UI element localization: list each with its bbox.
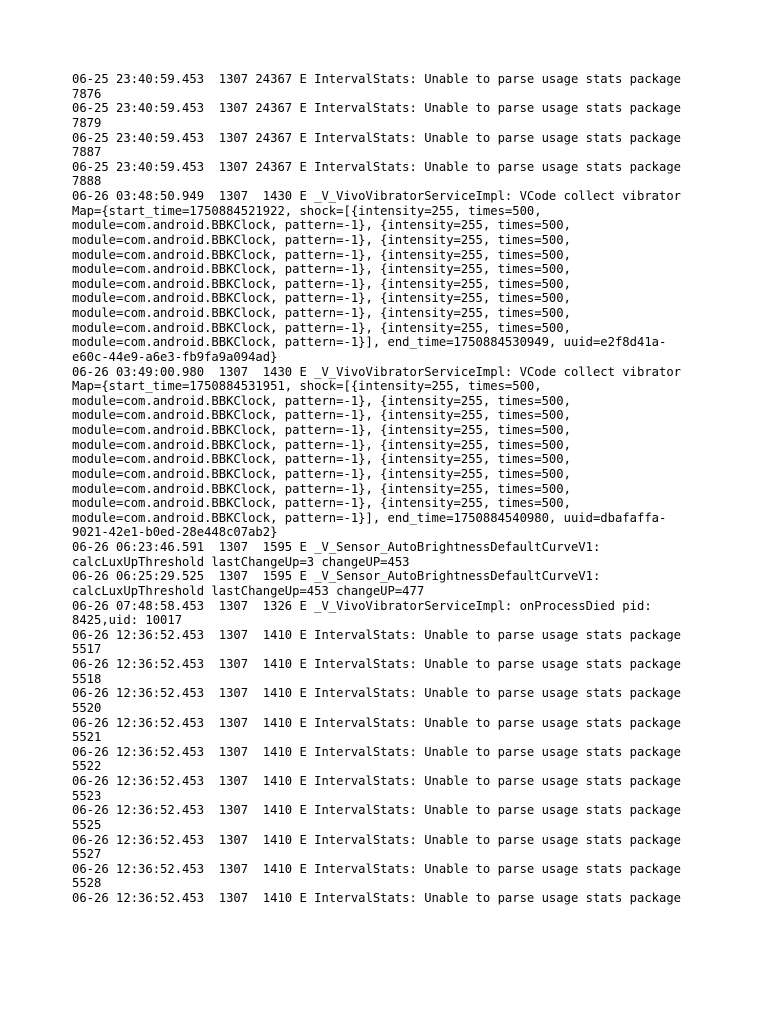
log-line: 06-26 12:36:52.453 1307 1410 E IntervalStats: Unable to parse usage stats package [72,774,682,788]
log-line: 06-26 12:36:52.453 1307 1410 E IntervalStats: Unable to parse usage stats package [72,715,682,730]
log-line: 06-26 12:36:52.453 1307 1410 E IntervalStats: Unable to parse usage stats package [72,891,682,905]
log-line: 7887 [72,145,102,160]
log-line: 06-25 23:40:59.453 1307 24367 E IntervalStats: Unable to parse usage stats package [72,159,682,174]
log-line: calcLuxUpThreshold lastChangeUp=453 changeUP=477 [72,583,425,598]
log-line: module=com.android.BBKClock, pattern=-1}, {intensity=255, times=500, [72,496,571,511]
log-line: 06-26 03:49:00.980 1307 1430 E _V_VivoVibratorServiceImpl: VCode collect vibrator [72,364,682,379]
log-line: 7888 [72,174,102,189]
log-line: module=com.android.BBKClock, pattern=-1}, {intensity=255, times=500, [72,437,571,452]
log-line: 06-26 06:25:29.525 1307 1595 E _V_Sensor_AutoBrightnessDefaultCurveV1: [72,569,601,584]
log-line: module=com.android.BBKClock, pattern=-1}], end_time=1750884530949, uuid=e2f8d41a- [72,335,667,350]
log-line: 06-26 12:36:52.453 1307 1410 E IntervalStats: Unable to parse usage stats package [72,803,682,818]
log-line: module=com.android.BBKClock, pattern=-1}, {intensity=255, times=500, [72,408,571,423]
log-line: module=com.android.BBKClock, pattern=-1}, {intensity=255, times=500, [72,276,571,291]
log-line: 9021-42e1-b0ed-28e448c07ab2} [72,525,278,540]
log-line: Map={start_time=1750884531951, shock=[{intensity=255, times=500, [72,379,542,394]
log-line: 06-26 07:48:58.453 1307 1326 E _V_VivoVibratorServiceImpl: onProcessDied pid: [72,598,652,613]
log-line: 5522 [72,759,102,774]
log-line: 06-26 12:36:52.453 1307 1410 E IntervalStats: Unable to parse usage stats package [72,832,682,847]
log-line: 7879 [72,115,102,130]
log-line: module=com.android.BBKClock, pattern=-1}], end_time=1750884540980, uuid=dbafaffa- [72,510,667,525]
log-line: 06-26 12:36:52.453 1307 1410 E IntervalStats: Unable to parse usage stats package [72,627,682,642]
log-line: 06-25 23:40:59.453 1307 24367 E IntervalStats: Unable to parse usage stats package [72,130,682,145]
log-line: 5528 [72,876,102,891]
log-line: 5523 [72,788,102,803]
log-line: 7876 [72,86,102,101]
log-line: 06-26 03:48:50.949 1307 1430 E _V_VivoVibratorServiceImpl: VCode collect vibrator [72,189,682,203]
log-line: module=com.android.BBKClock, pattern=-1}, {intensity=255, times=500, [72,291,571,306]
log-line: 5527 [72,847,102,862]
log-line: module=com.android.BBKClock, pattern=-1}, {intensity=255, times=500, [72,466,571,481]
log-line: 06-26 12:36:52.453 1307 1410 E IntervalStats: Unable to parse usage stats package [72,744,682,759]
log-line: 06-26 12:36:52.453 1307 1410 E IntervalStats: Unable to parse usage stats package [72,657,682,671]
log-line: 5520 [72,700,102,715]
log-line: module=com.android.BBKClock, pattern=-1}, {intensity=255, times=500, [72,481,571,496]
log-line: 5525 [72,817,102,832]
log-line: module=com.android.BBKClock, pattern=-1}, {intensity=255, times=500, [72,320,571,335]
log-line: module=com.android.BBKClock, pattern=-1}, {intensity=255, times=500, [72,262,571,277]
log-line: module=com.android.BBKClock, pattern=-1}, {intensity=255, times=500, [72,247,571,262]
log-line: module=com.android.BBKClock, pattern=-1}, {intensity=255, times=500, [72,218,571,233]
log-line: 5517 [72,642,102,657]
log-line: 06-25 23:40:59.453 1307 24367 E IntervalStats: Unable to parse usage stats package [72,101,682,116]
log-line: 06-26 12:36:52.453 1307 1410 E IntervalStats: Unable to parse usage stats package [72,861,682,876]
log-line: 06-26 06:23:46.591 1307 1595 E _V_Sensor_AutoBrightnessDefaultCurveV1: [72,540,601,554]
log-page [72,72,712,906]
log-line: e60c-44e9-a6e3-fb9fa9a094ad} [72,349,278,364]
log-line: module=com.android.BBKClock, pattern=-1}, {intensity=255, times=500, [72,393,571,408]
log-line: module=com.android.BBKClock, pattern=-1}, {intensity=255, times=500, [72,306,571,320]
log-line: 8425,uid: 10017 [72,613,183,628]
log-line: Map={start_time=1750884521922, shock=[{intensity=255, times=500, [72,203,542,218]
log-line: module=com.android.BBKClock, pattern=-1}, {intensity=255, times=500, [72,423,571,437]
log-line: module=com.android.BBKClock, pattern=-1}, {intensity=255, times=500, [72,232,571,247]
log-line: module=com.android.BBKClock, pattern=-1}, {intensity=255, times=500, [72,452,571,467]
log-line: 5521 [72,730,102,745]
log-line: 06-25 23:40:59.453 1307 24367 E IntervalStats: Unable to parse usage stats package [72,72,682,86]
log-line: 5518 [72,671,102,686]
log-line: 06-26 12:36:52.453 1307 1410 E IntervalStats: Unable to parse usage stats package [72,686,682,701]
log-line: calcLuxUpThreshold lastChangeUp=3 changeUP=453 [72,554,410,569]
